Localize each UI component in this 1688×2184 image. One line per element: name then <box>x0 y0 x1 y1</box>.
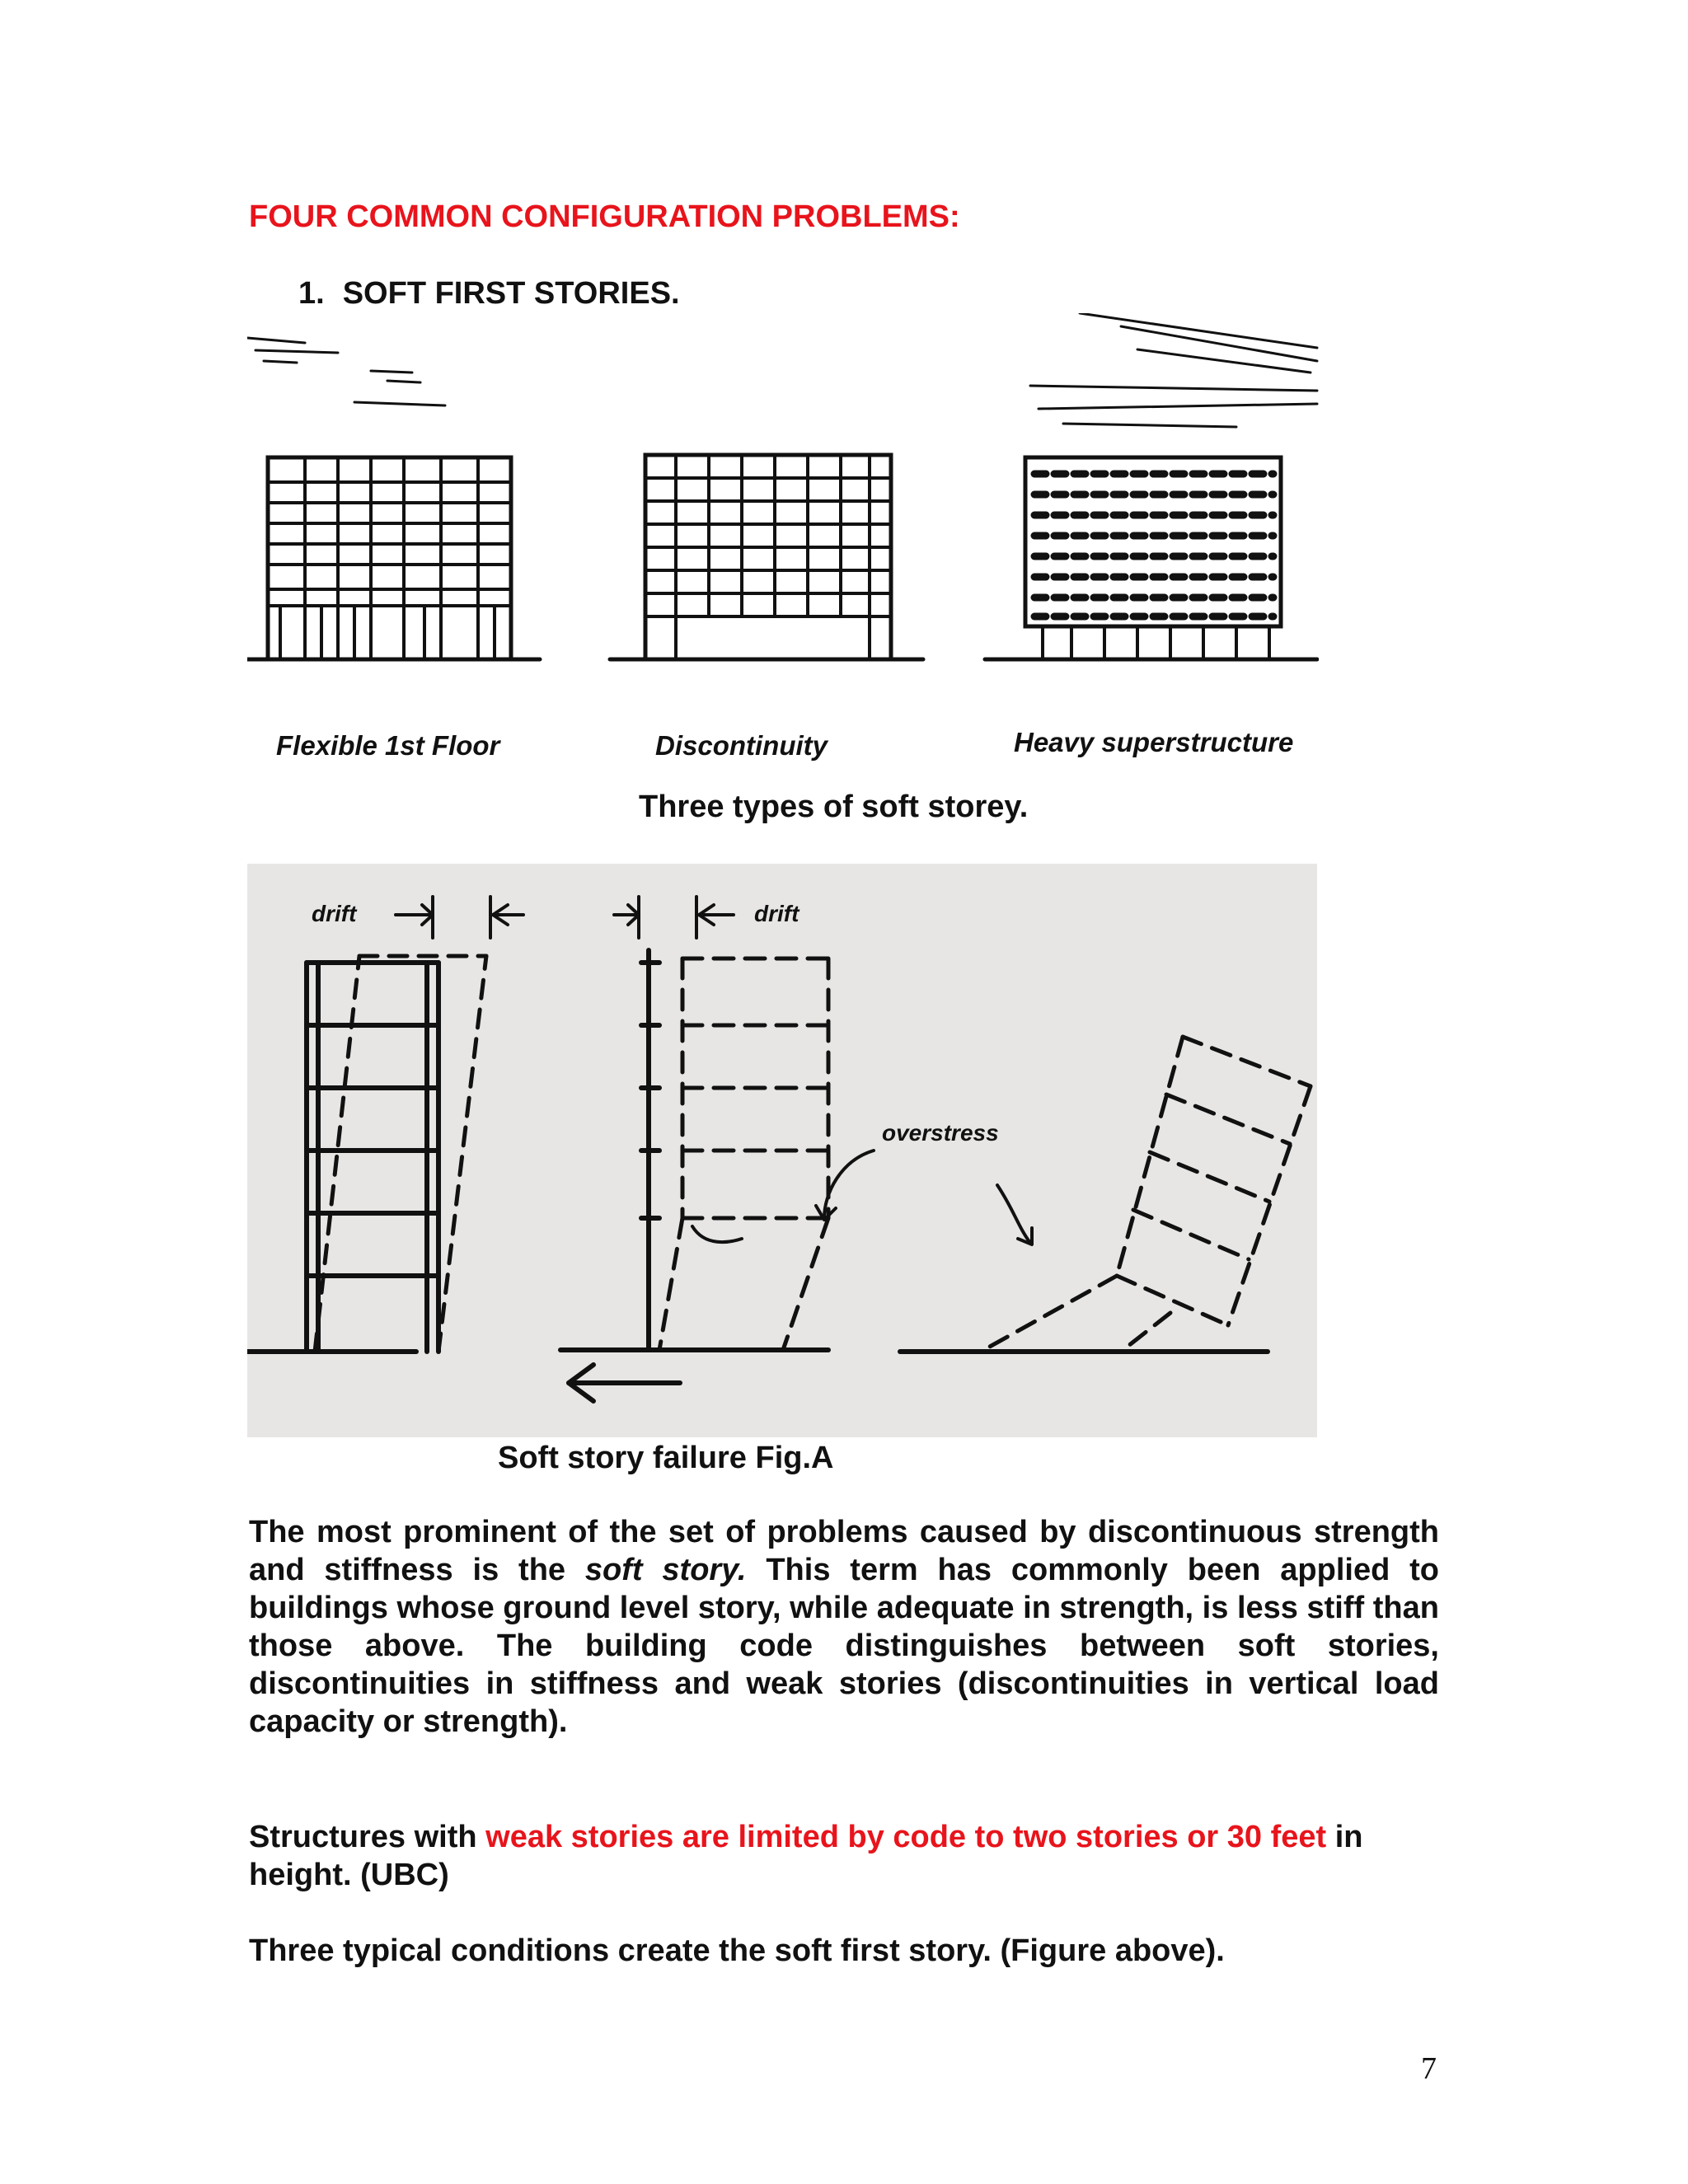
soft-storey-types-drawing <box>247 313 1319 775</box>
paragraph2-start: Structures with <box>249 1820 486 1854</box>
soft-storey-types-figure <box>247 313 1319 775</box>
building-heavy-superstructure <box>985 457 1317 659</box>
soft-story-failure-drawing <box>247 864 1317 1437</box>
drift-arrows <box>396 897 734 938</box>
label-overstress: overstress <box>882 1120 999 1146</box>
label-flexible-first-floor: Flexible 1st Floor <box>276 730 500 761</box>
list-number: 1. <box>298 276 325 311</box>
subsection-heading <box>298 276 680 312</box>
figure1-caption: Three types of soft storey. <box>639 790 1029 824</box>
motion-lines-left <box>247 338 445 405</box>
direction-arrow <box>569 1365 680 1401</box>
frame-overstress-dashed <box>659 958 828 1350</box>
frame-collapsed-dashed <box>981 1037 1311 1352</box>
label-discontinuity: Discontinuity <box>655 730 828 761</box>
body-paragraph-conditions: Three typical conditions create the soft first story. (Figure above). <box>249 1933 1225 1968</box>
label-drift-left: drift <box>312 901 357 926</box>
subsection-title: SOFT FIRST STORIES. <box>342 276 680 311</box>
code-limit-highlight: weak stories are limited by code to two stories or 30 feet <box>485 1820 1327 1854</box>
frame-drift-displaced <box>315 956 486 1352</box>
body-paragraph-soft-story <box>249 1513 1439 1741</box>
overstress-arrows <box>692 1151 1032 1244</box>
body-paragraph-weak-stories <box>249 1818 1439 1894</box>
label-drift-right: drift <box>754 901 799 926</box>
paragraph-text-end: This term has commonly been applied to buildings whose ground level story, while adequate in strength, is less stiff than those above. The building code distinguishes between soft stories, discontinuities in stiffness and weak stories (discontinuities in vertical load capacity or strength). <box>249 1553 1440 1739</box>
label-heavy-superstructure: Heavy superstructure <box>1014 727 1294 757</box>
paragraph-text-start: The most prominent of the set of problems caused by discontinuous strength and stiffness is the <box>249 1515 1439 1587</box>
motion-lines-right <box>1030 313 1317 427</box>
section-heading: FOUR COMMON CONFIGURATION PROBLEMS: <box>249 199 960 234</box>
page-number: 7 <box>1421 2051 1437 2086</box>
building-discontinuity <box>610 455 923 659</box>
frame-drift <box>247 963 438 1352</box>
paragraph2-end: in height. (UBC) <box>249 1820 1363 1892</box>
figure2-caption: Soft story failure Fig.A <box>498 1441 834 1475</box>
soft-story-failure-figure <box>247 864 1317 1437</box>
soft-story-term: soft story. <box>584 1553 747 1587</box>
building-flexible-first-floor <box>247 457 540 659</box>
